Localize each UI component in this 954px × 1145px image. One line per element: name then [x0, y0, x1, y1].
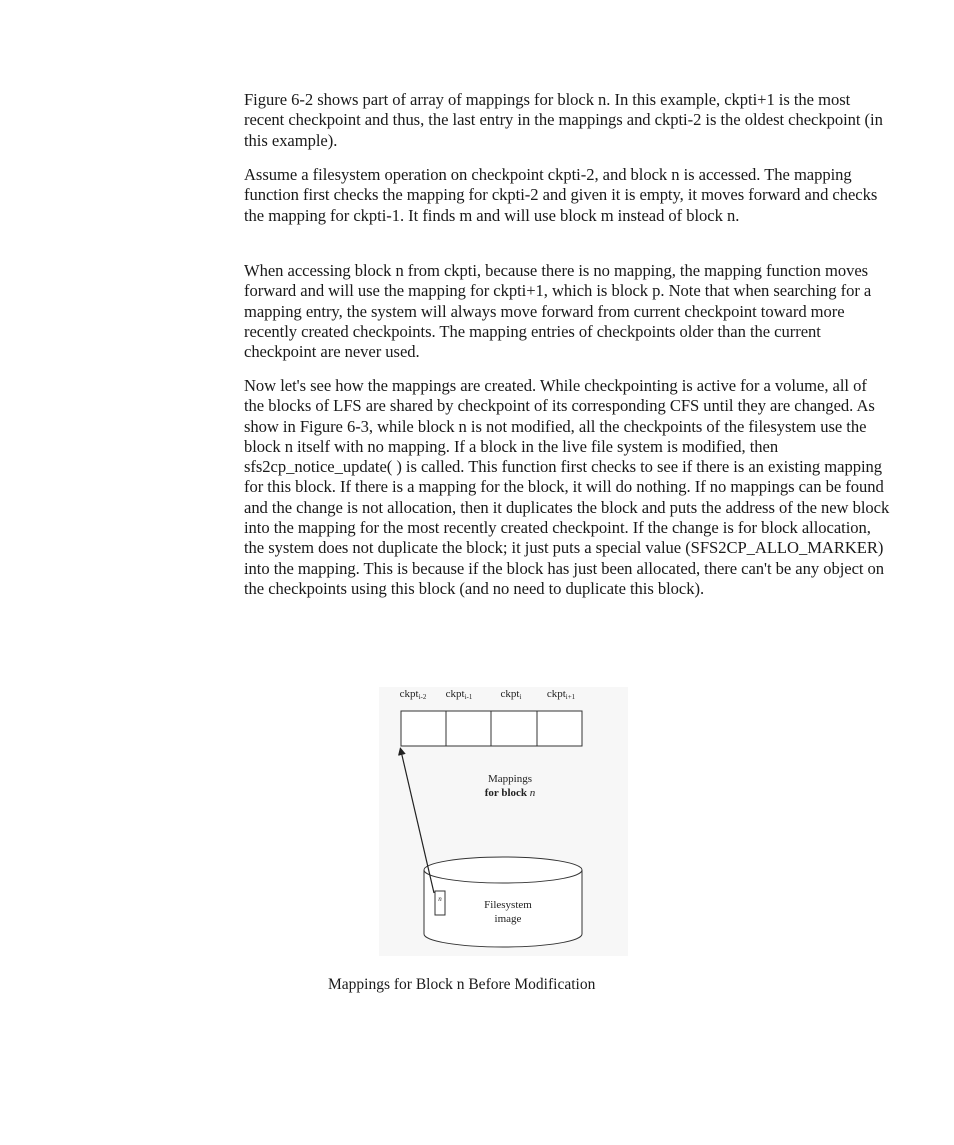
image-label: image — [494, 913, 522, 925]
mapping-cell-i — [491, 711, 537, 746]
column-label-ckpt-i+1: ckpti+1 — [546, 688, 576, 701]
mapping-cell-i-1 — [446, 711, 491, 746]
block-n-label: n — [438, 895, 442, 903]
paragraph-4: Now let's see how the mappings are created. While checkpointing is active for a volume, all of the blocks of LFS are shared by checkpoint of its corresponding CFS until they are changed. As show in Figure 6-3, while block n is not modified, all the checkpoints of the filesystem use the block n itself with no mapping. If a block in the live file system is modified, then sfs2cp_notice_update( ) is called. This function first checks to see if there is an existing mapping for this block. If there is a mapping for the block, it will do nothing. If no mappings can be found and the change is not allocation, then it duplicates the block and puts the address of the new block into the mapping for the most recently created checkpoint. If the change is for block allocation, the system does not duplicate the block; it just puts a special value (SFS2CP_ALLO_MARKER) into the mapping. This is because if the block has just been allocated, there can't be any object on the checkpoints using this block (and no need to duplicate this block). — [244, 376, 890, 598]
figure-caption: Mappings for Block n Before Modification — [328, 976, 596, 993]
mappings-figure — [379, 687, 628, 956]
filesystem-label: Filesystem — [484, 899, 532, 911]
mappings-for-block-label: for block n — [484, 787, 536, 799]
column-label-ckpt-i: ckpti — [500, 688, 522, 701]
mapping-array — [401, 711, 582, 746]
paragraph-3: When accessing block n from ckpti, because there is no mapping, the mapping function moves forward and will use the mapping for ckpti+1, which is block p. Note that when searching for a mapping entry, the system will always move forward from current checkpoint toward more recently created checkpoints. The mapping entries of checkpoints older than the current checkpoint are never used. — [244, 261, 872, 362]
paragraph-2: Assume a filesystem operation on checkpoint ckpti-2, and block n is accessed. The mapping function first checks the mapping for ckpti-2 and given it is empty, it moves forward and checks the mapping for ckpti-1. It finds m and will use block m instead of block n. — [244, 165, 878, 225]
mapping-arrow — [401, 751, 434, 893]
mapping-cell-i-2 — [401, 711, 446, 746]
mapping-cell-i+1 — [537, 711, 582, 746]
mappings-diagram — [379, 687, 628, 956]
mappings-label: Mappings — [488, 773, 532, 785]
column-label-ckpt-i-1: ckpti-1 — [445, 688, 473, 701]
column-label-ckpt-i-2: ckpti-2 — [399, 688, 427, 701]
paragraph-1: Figure 6-2 shows part of array of mappings for block n. In this example, ckpti+1 is the most recent checkpoint and thus, the last entry in the mappings and ckpti-2 is the oldest checkpoint (in this example). — [244, 90, 883, 150]
